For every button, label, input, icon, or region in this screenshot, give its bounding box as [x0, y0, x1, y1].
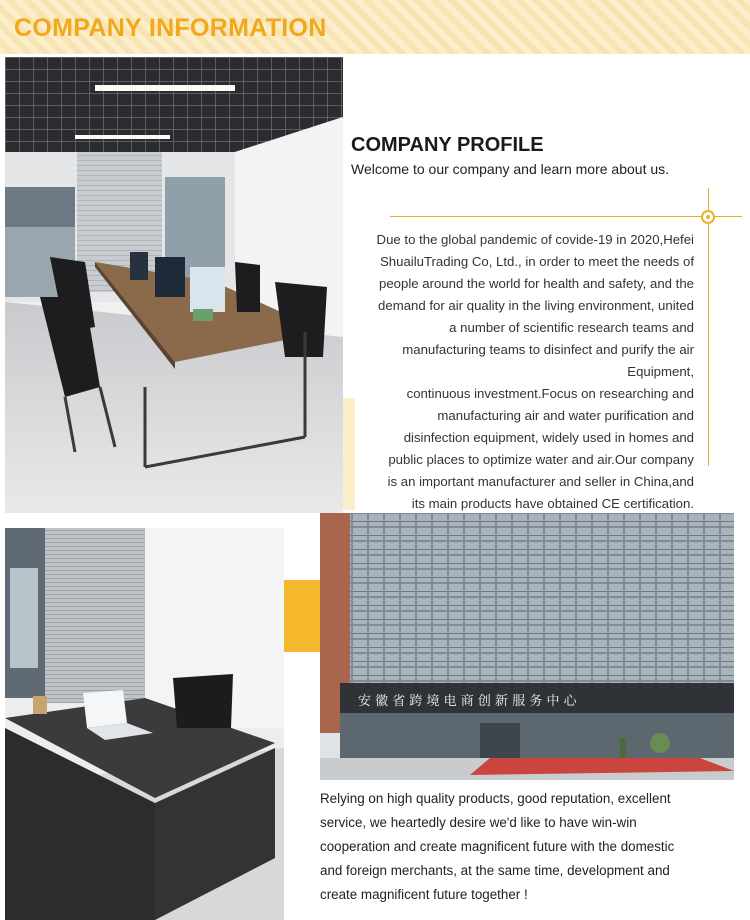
decorative-block — [284, 580, 320, 652]
intro-line: continuous investment.Focus on researching and — [406, 386, 694, 401]
closing-line: create magnificent future together ! — [320, 887, 528, 902]
decorative-horizontal-line — [390, 216, 742, 217]
profile-subtitle: Welcome to our company and learn more about us. — [351, 161, 670, 177]
closing-line: service, we heartedly desire we'd like to have win-win — [320, 815, 637, 830]
intro-line: its main products have obtained CE certification. — [411, 496, 694, 511]
header-banner — [0, 0, 750, 54]
building-sign-text: 安 徽 省 跨 境 电 商 创 新 服 务 中 心 — [358, 694, 577, 709]
intro-line: ShuailuTrading Co, Ltd., in order to meet the needs of — [379, 254, 694, 269]
intro-line: public places to optimize water and air.Our company — [388, 452, 694, 467]
closing-line: cooperation and create magnificent future with the domestic — [320, 839, 675, 854]
profile-intro-paragraph — [352, 229, 694, 515]
closing-line: and foreign merchants, at the same time, development and — [320, 863, 670, 878]
intro-line: manufacturing air and water purification and — [437, 408, 694, 423]
intro-line: a number of scientific research teams and — [449, 320, 694, 335]
intro-line: disinfection equipment, widely used in homes and — [403, 430, 694, 445]
intro-line: is an important manufacturer and seller in China,and — [387, 474, 694, 489]
office-photo — [5, 57, 343, 513]
closing-line: Relying on high quality products, good reputation, excellent — [320, 791, 671, 806]
page-title: COMPANY INFORMATION — [14, 14, 327, 42]
intro-line: Equipment, — [627, 364, 694, 379]
intro-line: people around the world for health and safety, and the — [378, 276, 694, 291]
intro-line: demand for air quality in the living environment, united — [378, 298, 694, 313]
decorative-vertical-line — [708, 188, 709, 466]
intro-line: Due to the global pandemic of covide-19 in 2020,Hefei — [376, 232, 694, 247]
desk-photo — [5, 528, 284, 920]
profile-title: COMPANY PROFILE — [351, 134, 544, 156]
intro-line: manufacturing teams to disinfect and purify the air — [402, 342, 694, 357]
building-photo — [320, 513, 734, 780]
decorative-circle-icon — [701, 210, 715, 224]
closing-paragraph — [320, 787, 740, 907]
